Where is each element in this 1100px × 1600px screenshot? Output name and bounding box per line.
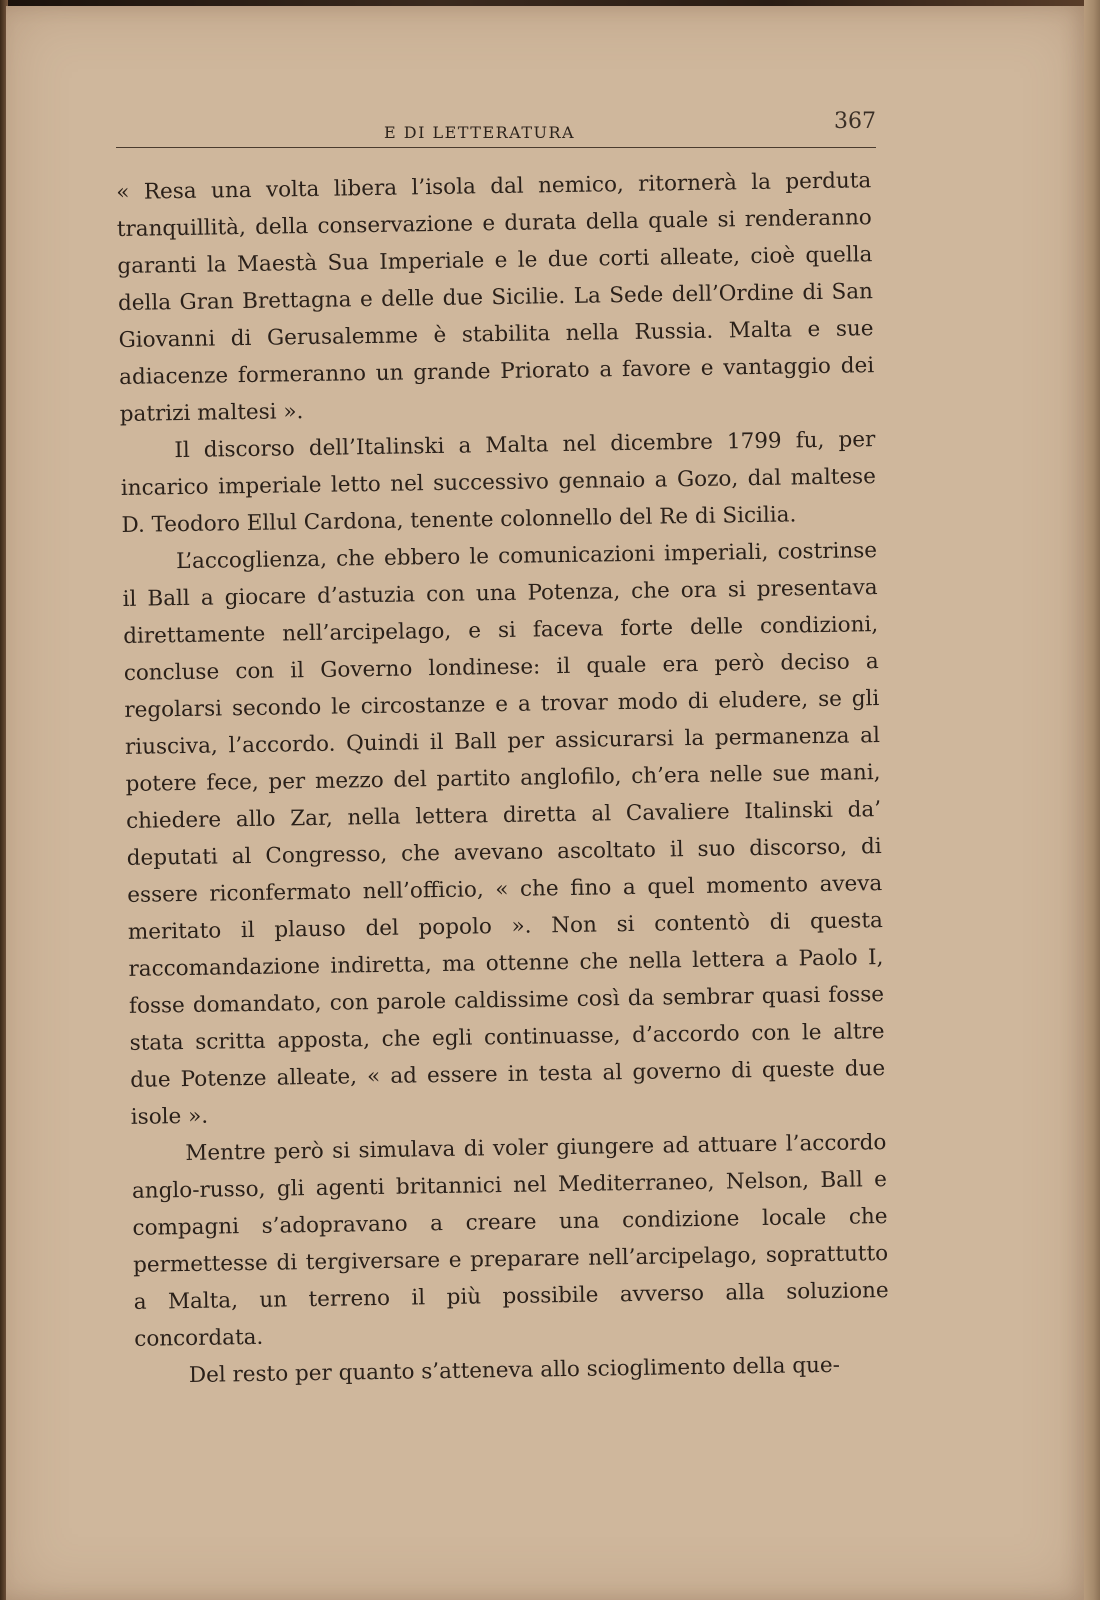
- paragraph-italinski-speech: Il discorso dell’Italinski a Malta nel dicembre 1799 fu, per incarico imperiale letto nel successivo gennaio a Gozo, dal maltese D. Teodoro Ellul Cardona, tenente colonnello del Re di Sicilia.: [120, 427, 877, 538]
- page-fore-edge: [1084, 0, 1100, 1600]
- book-page: [6, 6, 1086, 1600]
- running-title: E DI LETTERATURA: [384, 123, 576, 142]
- paragraph-del-resto: Del resto per quanto s’atteneva allo scioglimento della que-: [188, 1352, 841, 1389]
- paragraph-mentre: Mentre però si simulava di voler giungere ad attuare l’accordo anglo-russo, gli agenti britannici nel Mediterraneo, Nelson, Ball e compagni s’adopravano a creare una condizione locale che permettesse di tergiversare e preparare nell’arcipelago, soprattutto a Malta, un terreno il più possibile avverso alla soluzione concordata.: [131, 1130, 889, 1352]
- header-rule: [116, 147, 876, 148]
- paragraph-accoglienza: L’accoglienza, che ebbero le comunicazioni imperiali, costrinse il Ball a giocare d’astuzia con una Potenza, che ora si presentava direttamente nell’arcipelago, e si faceva forte delle condizioni, concluse con il Governo londinese: il quale era però deciso a regolarsi secondo le circostanze e a trovar modo di eludere, se gli riusciva, l’accordo. Quindi il Ball per assicurarsi la permanenza al potere fece, per mezzo del partito anglofilo, ch’era nelle sue mani, chiedere allo Zar, nella lettera diretta al Cavaliere Italinski da’ deputati al Congresso, che avevano ascoltato il suo discorso, di essere riconfermato nell’officio, « che fino a quel momento aveva meritato il plauso del popolo ». Non si contentò di questa raccomandazione indiretta, ma ottenne che nella lettera a Paolo I, fosse domandato, con parole caldissime così da sembrar quasi fosse stata scritta apposta, che egli continuasse, d’accordo con le altre due Potenze alleate, « ad essere in testa al governo di queste due isole ».: [122, 538, 886, 1130]
- paragraph-quote: « Resa una volta libera l’isola dal nemico, ritornerà la perduta tranquillità, della conservazione e durata della quale si renderanno garanti la Maestà Sua Imperiale e le due corti alleate, cioè quella della Gran Brettagna e delle due Sicilie. La Sede dell’Ordine di San Giovanni di Gerusalemme è stabilita nella Russia. Malta e sue adiacenze formeranno un grande Priorato a favore e vantaggio dei patrizi maltesi ».: [116, 168, 875, 427]
- page-number: 367: [834, 109, 876, 134]
- running-head: [116, 109, 876, 149]
- body-text: [116, 162, 890, 1395]
